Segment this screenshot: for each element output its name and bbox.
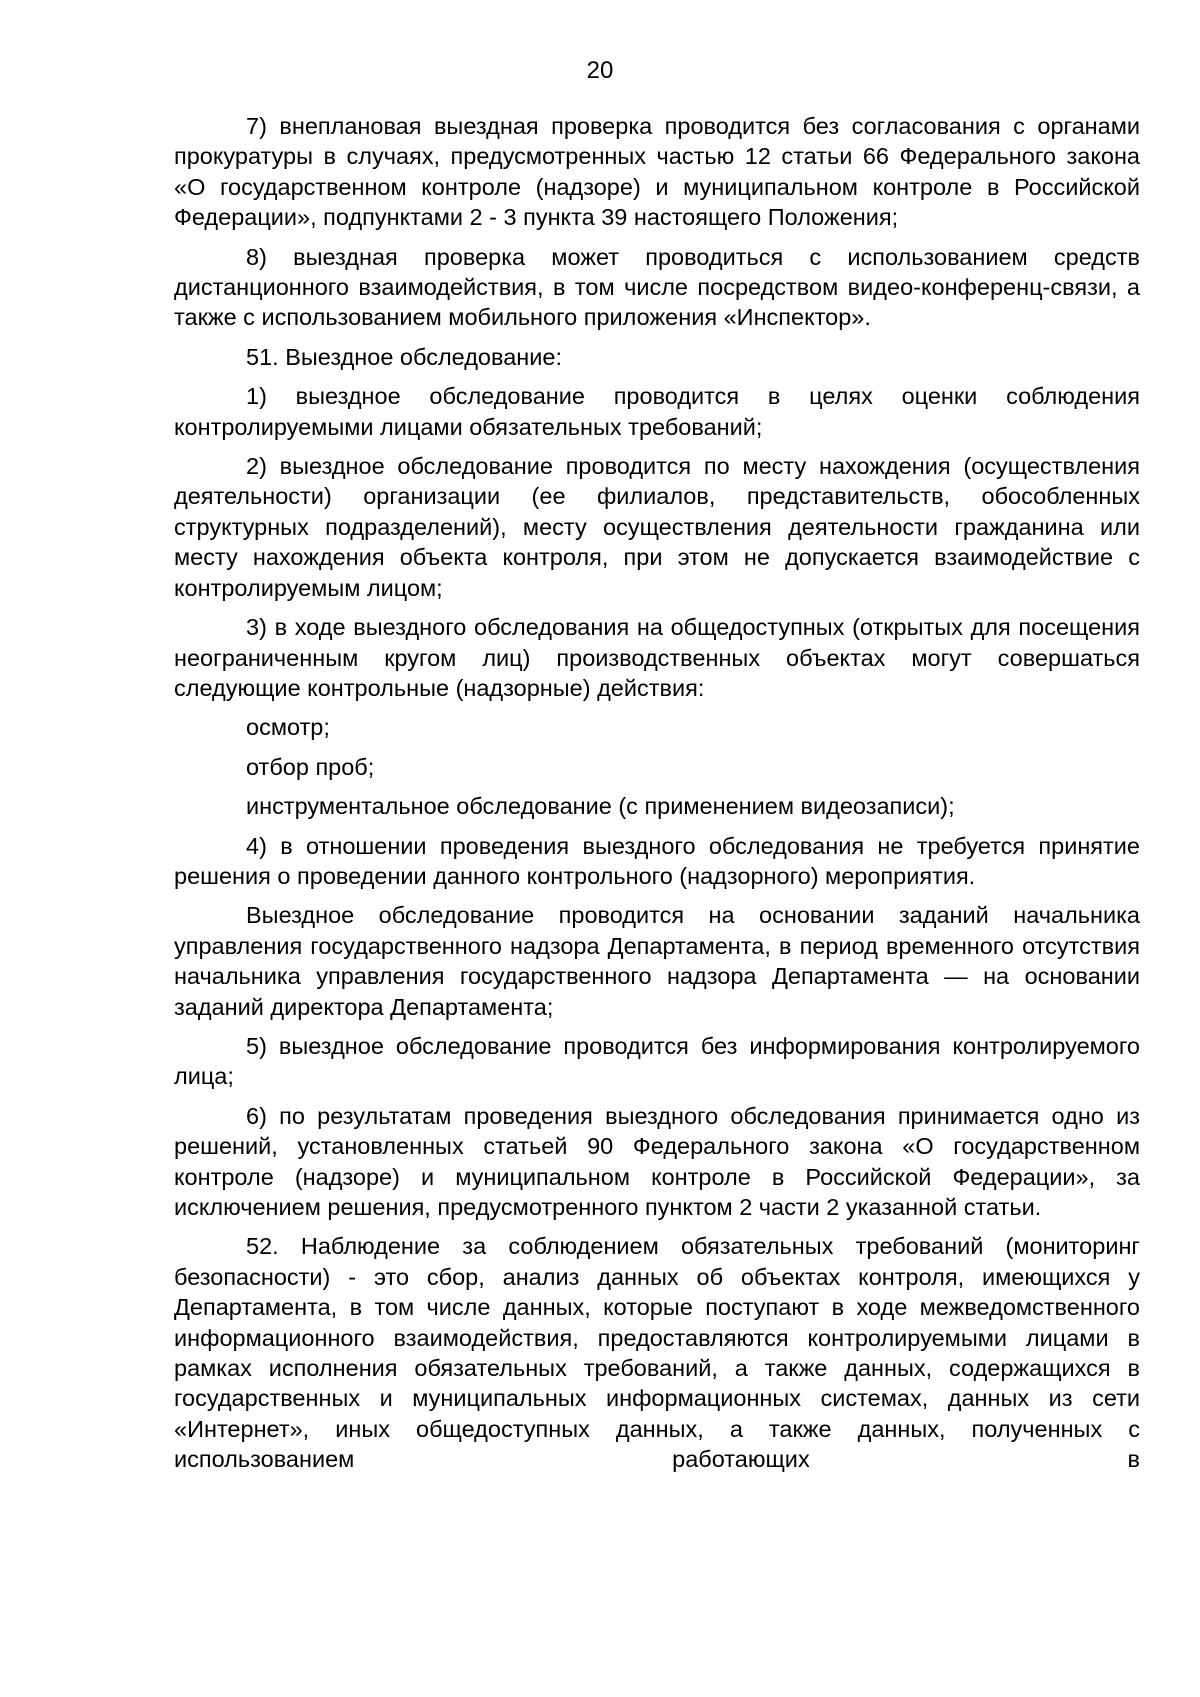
list-item-sampling: отбор проб; xyxy=(246,753,375,780)
page-number: 20 xyxy=(586,57,614,84)
paragraph-51-6: 6) по результатам проведения выездного обследования принимается одно из решений, установленных статьей 90 Федерального закона «О государственном контроле (надзоре) и муниципальном контроле в Российской Федерации», за исключением решения, предусмотренного пунктом 2 части 2 указанной статьи. xyxy=(174,1102,1140,1220)
paragraph-51-3: 3) в ходе выездного обследования на общедоступных (открытых для посещения неограниченным кругом лиц) производственных объектах могут совершаться следующие контрольные (надзорные) действия: xyxy=(174,614,1140,701)
document-body xyxy=(174,111,1140,1475)
paragraph-51-2: 2) выездное обследование проводится по месту нахождения (осуществления деятельности) организации (ее филиалов, представительств, обособленных структурных подразделений), месту осуществления деятельности гражданина или месту нахождения объекта контроля, при этом не допускается взаимодействие с контролируемым лицом; xyxy=(174,453,1140,601)
list-item-instrumental-survey: инструментальное обследование (с применением видеозаписи); xyxy=(246,793,955,820)
paragraph-52-monitoring: 52. Наблюдение за соблюдением обязательных требований (мониторинг безопасности) - это сбор, анализ данных об объектах контроля, имеющихся у Департамента, в том числе данных, которые поступают в ходе межведомственного информационного взаимодействия, предоставляются контролируемыми лицами в рамках исполнения обязательных требований, а также данных, содержащихся в государственных и муниципальных информационных системах, данных из сети «Интернет», иных общедоступных данных, а также данных, полученных с использованием работающих в xyxy=(174,1233,1140,1473)
paragraph-51-5: 5) выездное обследование проводится без информирования контролируемого лица; xyxy=(174,1032,1140,1090)
paragraph-7-unscheduled-inspection: 7) внеплановая выездная проверка проводится без согласования с органами прокуратуры в случаях, предусмотренных частью 12 статьи 66 Федерального закона «О государственном контроле (надзоре) и муниципальном контроле в Российской Федерации», подпунктами 2 - 3 пункта 39 настоящего Положения; xyxy=(174,113,1140,231)
paragraph-51-4-basis: Выездное обследование проводится на основании заданий начальника управления государственного надзора Департамента, в период временного отсутствия начальника управления государственного надзора Департамента — на основании заданий директора Департамента; xyxy=(174,902,1140,1020)
paragraph-51-heading: 51. Выездное обследование: xyxy=(246,343,562,370)
list-item-inspection: осмотр; xyxy=(246,714,330,741)
paragraph-51-4: 4) в отношении проведения выездного обследования не требуется принятие решения о проведении данного контрольного (надзорного) мероприятия. xyxy=(174,832,1140,889)
paragraph-8-remote-interaction: 8) выездная проверка может проводиться с использованием средств дистанционного взаимодействия, в том числе посредством видео-конференц-связи, а также с использованием мобильного приложения «Инспектор». xyxy=(174,243,1140,331)
paragraph-51-1: 1) выездное обследование проводится в целях оценки соблюдения контролируемыми лицами обязательных требований; xyxy=(174,383,1140,440)
